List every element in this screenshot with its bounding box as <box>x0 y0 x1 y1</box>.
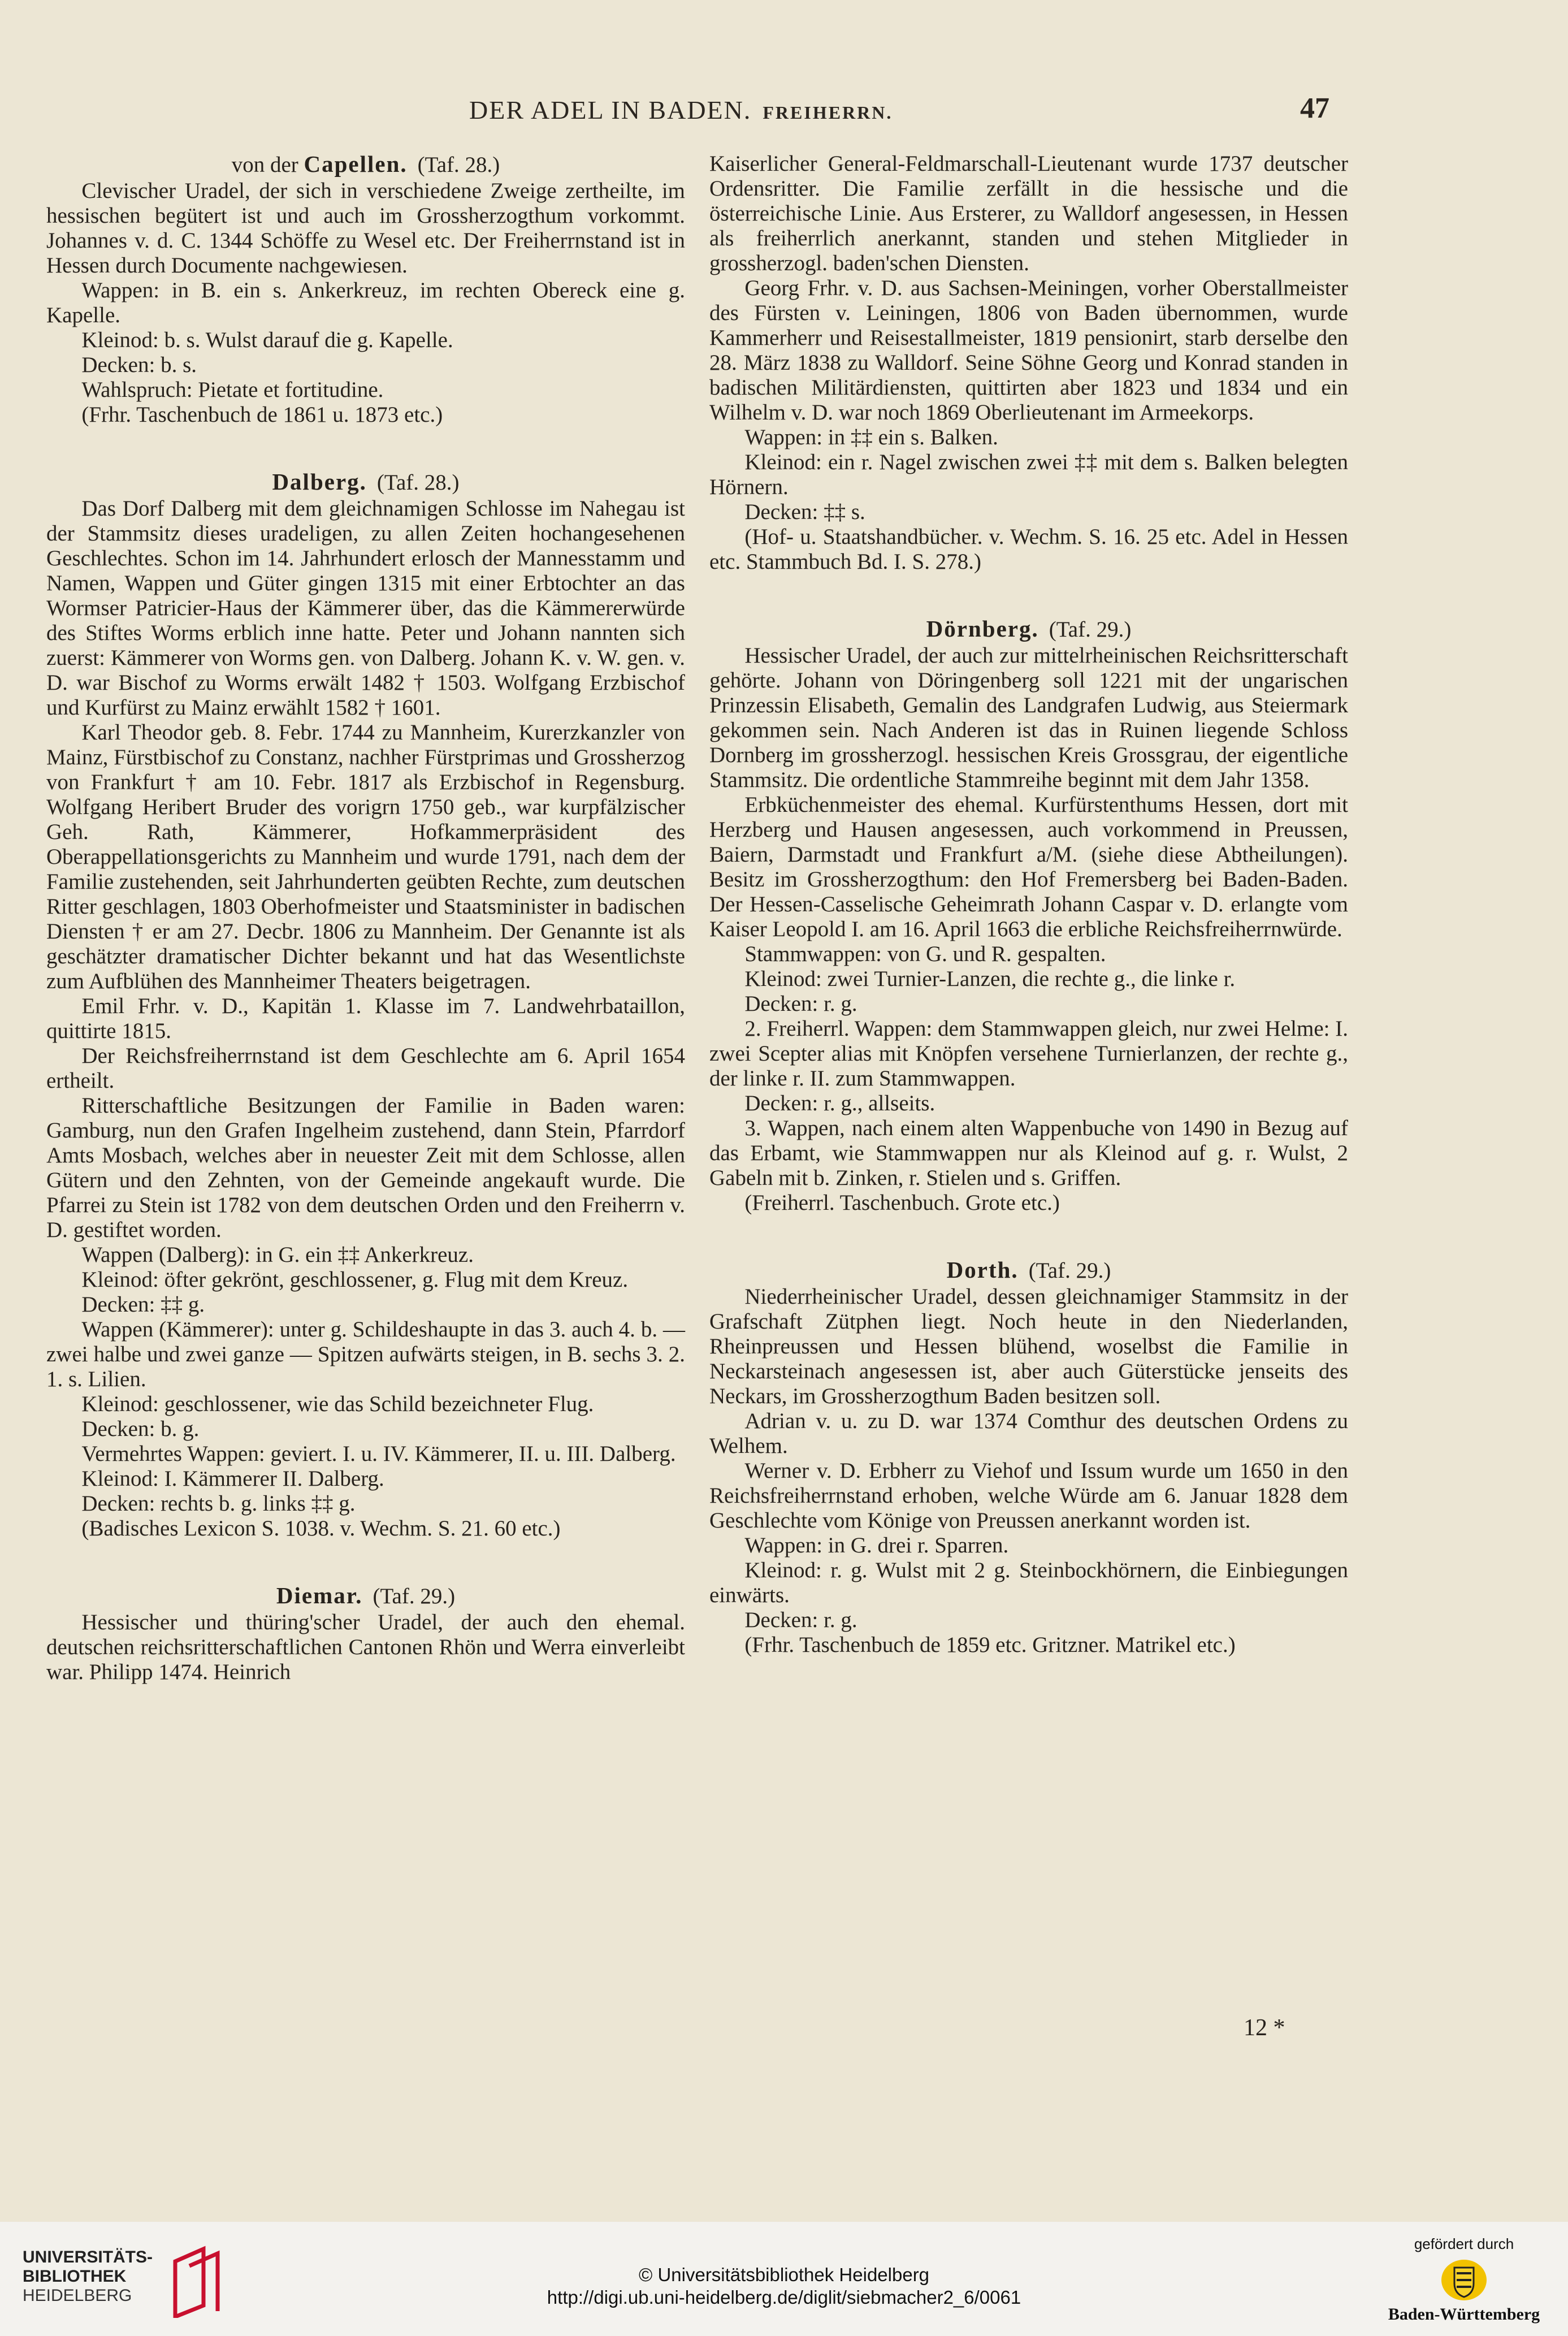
heraldic-line: (Frhr. Taschenbuch de 1861 u. 1873 etc.) <box>81 403 443 427</box>
paragraph: Hessischer und thüring'scher Uradel, der auch den ehemal. deutschen reichsritterschaftlichen Cantonen Rhön und Werra einverleibt war. Philipp 1474. Heinrich <box>46 1610 685 1684</box>
paragraph: Adrian v. u. zu D. war 1374 Comthur des deutschen Ordens zu Welhem. <box>709 1409 1348 1458</box>
library-line-3: HEIDELBERG <box>23 2286 132 2305</box>
paragraph: (Hof- u. Staatshandbücher. v. Wechm. S. 16. 25 etc. Adel in Hessen etc. Stammbuch Bd. I. S. 278.) <box>709 525 1348 574</box>
plate-reference: (Taf. 29.) <box>372 1584 456 1608</box>
heraldic-line: Decken: rechts b. g. links ‡‡ g. <box>81 1491 356 1516</box>
heraldic-line: Wappen: in G. drei r. Sparren. <box>744 1533 1009 1558</box>
heraldic-line: Wappen: in ‡‡ ein s. Balken. <box>744 425 998 449</box>
paragraph: Der Reichsfreiherrnstand ist dem Geschlechte am 6. April 1654 ertheilt. <box>46 1044 685 1093</box>
library-line-2: BIBLIOTHEK <box>23 2267 127 2286</box>
signature-mark: 12 * <box>1244 2015 1285 2041</box>
entry-heading <box>709 1257 1348 1283</box>
paragraph: Karl Theodor geb. 8. Febr. 1744 zu Mannheim, Kurerzkanzler von Mainz, Fürstbischof zu Constanz, nachher Fürstprimas und Grossherzog von Frankfurt † am 10. Febr. 1817 als Erzbischof in Regensburg. Wolfgang Heribert Bruder des vorigrn 1750 geb., war kurpfälzischer Geh. Rath, Kämmerer, Hofkammerpräsident des Oberappellationsgerichts zu Mannheim und wurde 1791, nach dem der Familie zustehenden, seit Jahrhunderten geübten Rechte, zum deutschen Ritter geschlagen, 1803 Oberhofmeister und Staatsminister in badischen Diensten † er am 27. Decbr. 1806 zu Mannheim. Der Genannte ist als geschätzter dramatischer Dichter bekannt und hat das Wesentlichste zum Aufblühen des Mannheimer Theaters beigetragen. <box>46 720 685 993</box>
paragraph: Wappen (Kämmerer): unter g. Schildeshaupte in das 3. auch 4. b. — zwei halbe und zwei ganze — Spitzen aufwärts steigen, in B. sechs 3. 2. 1. s. Lilien. <box>46 1317 685 1391</box>
entry-name: Dörnberg. <box>926 616 1039 642</box>
header-title: DER ADEL IN BADEN. <box>469 96 752 124</box>
heraldic-line: Kleinod: I. Kämmerer II. Dalberg. <box>81 1467 384 1491</box>
paragraph: Georg Frhr. v. D. aus Sachsen-Meiningen, vorher Oberstallmeister des Fürsten v. Leiningen, 1806 von Baden übernommen, wurde Kammerherr und Reisestallmeister, 1819 pensionirt, starb derselbe den 28. März 1838 zu Walldorf. Seine Söhne Georg und Konrad standen in badischen Militärdiensten, quittirten aber 1823 und 1834 und ein Wilhelm v. D. war noch 1869 Oberlieutenant im Armeekorps. <box>709 276 1348 425</box>
heraldic-line: Stammwappen: von G. und R. gespalten. <box>744 942 1106 966</box>
paragraph: Ritterschaftliche Besitzungen der Familie in Baden waren: Gamburg, nun den Grafen Ingelheim zustehend, dann Stein, Pfarrdorf Amts Mosbach, welches aber in neuester Zeit mit dem Schlosse, allen Gütern und den Zehnten, von der Gemeinde angekauft wurde. Die Pfarrei zu Stein ist 1782 von dem deutschen Orden und den Freiherrn v. D. gestiftet worden. <box>46 1093 685 1242</box>
paragraph: (Badisches Lexicon S. 1038. v. Wechm. S. 21. 60 etc.) <box>81 1516 561 1541</box>
plate-reference: (Taf. 28.) <box>417 153 500 177</box>
heraldic-line: Decken: ‡‡ s. <box>744 500 865 524</box>
paragraph: Emil Frhr. v. D., Kapitän 1. Klasse im 7. Landwehrbataillon, quittirte 1815. <box>46 994 685 1043</box>
funder-block <box>1379 2235 1549 2324</box>
paragraph: (Frhr. Taschenbuch de 1859 etc. Gritzner. Matrikel etc.) <box>744 1633 1236 1657</box>
plate-reference: (Taf. 29.) <box>1028 1258 1111 1283</box>
entry-name: Dalberg. <box>272 469 367 495</box>
heraldic-line: (Freiherrl. Taschenbuch. Grote etc.) <box>744 1191 1060 1215</box>
paragraph: Kaiserlicher General-Feldmarschall-Lieutenant wurde 1737 deutscher Ordensritter. Die Familie zerfällt in die hessische und die österreichische Linie. Aus Ersterer, zu Walldorf angesessen, in Hessen als freiherrlich anerkannt, standen und stehen Mitglieder in grossherzogl. baden'schen Diensten. <box>709 152 1348 275</box>
heraldic-line: Wappen (Dalberg): in G. ein ‡‡ Ankerkreuz. <box>81 1243 474 1267</box>
header-subtitle: FREIHERRN. <box>763 102 893 123</box>
entry-name: Capellen. <box>304 151 408 177</box>
page-number: 47 <box>1300 92 1329 124</box>
heraldic-line: Kleinod: b. s. Wulst darauf die g. Kapelle. <box>81 328 453 352</box>
funder-name: Baden-Württemberg <box>1388 2305 1540 2324</box>
footer-bar <box>0 2222 1568 2336</box>
funder-label: gefördert durch <box>1414 2235 1514 2252</box>
heraldic-line: Decken: r. g., allseits. <box>744 1091 935 1115</box>
running-title <box>469 95 893 125</box>
paragraph: Wappen: in B. ein s. Ankerkreuz, im rechten Obereck eine g. Kapelle. <box>46 278 685 327</box>
entry-name: Diemar. <box>276 1582 363 1608</box>
entry-heading <box>46 469 685 495</box>
plate-reference: (Taf. 28.) <box>376 470 460 495</box>
entry-prefix: von der <box>231 153 304 177</box>
entry-heading <box>46 152 685 178</box>
paragraph: Kleinod: zwei Turnier-Lanzen, die rechte g., die linke r. <box>744 967 1236 991</box>
paragraph: 2. Freiherrl. Wappen: dem Stammwappen gleich, nur zwei Helme: I. zwei Scepter alias mit Knöpfen versehene Turnierlanzen, der rechte g., der linke r. II. zum Stammwappen. <box>709 1016 1348 1091</box>
heraldic-line: Wahlspruch: Pietate et fortitudine. <box>81 378 384 402</box>
paragraph: Kleinod: r. g. Wulst mit 2 g. Steinbockhörnern, die Einbiegungen einwärts. <box>709 1558 1348 1607</box>
entry-heading <box>46 1583 685 1609</box>
running-header <box>0 84 1568 135</box>
paragraph: Hessischer Uradel, der auch zur mittelrheinischen Reichsritterschaft gehörte. Johann von Döringenberg soll 1221 mit der ungarischen Prinzessin Elisabeth, Gemalin des Landgrafen Ludwig, aus Steiermark gekommen sein. Nach Anderen ist das in Ruinen liegende Schloss Dornberg im grossherzogl. hessischen Kreis Grossgrau, der eigentliche Stammsitz. Die ordentliche Stammreihe beginnt mit dem Jahr 1358. <box>709 643 1348 792</box>
paragraph: 3. Wappen, nach einem alten Wappenbuche von 1490 in Bezug auf das Erbamt, wie Stammwappen nur als Kleinod auf g. r. Wulst, 2 Gabeln mit b. Zinken, r. Stielen und s. Griffen. <box>709 1116 1348 1190</box>
heraldic-line: Decken: r. g. <box>744 992 857 1016</box>
entry-heading <box>709 616 1348 642</box>
permalink-url[interactable]: http://digi.ub.uni-heidelberg.de/diglit/siebmacher2_6/0061 <box>547 2287 1021 2308</box>
left-column <box>46 152 685 1685</box>
paragraph: Das Dorf Dalberg mit dem gleichnamigen Schlosse im Nahegau ist der Stammsitz dieses uradeligen, zu allen Zeiten hochangesehenen Geschlechtes. Schon im 14. Jahrhundert erlosch der Mannesstamm und Namen, Wappen und Güter gingen 1315 mit einer Erbtochter an das Wormser Patricier-Haus der Kämmerer über, das die Kämmererwürde des Stiftes Worms erblich inne hatte. Peter und Johann nannten sich zuerst: Kämmerer von Worms gen. von Dalberg. Johann K. v. W. gen. v. D. war Bischof zu Worms erwält 1482 † 1503. Wolfgang Erzbischof und Kurfürst zu Mainz erwählt 1582 † 1601. <box>46 496 685 720</box>
copyright-text: © Universitätsbibliothek Heidelberg <box>638 2264 930 2285</box>
paragraph: Erbküchenmeister des ehemal. Kurfürstenthums Hessen, dort mit Herzberg und Hausen angesessen, auch vorkommend in Preussen, Baiern, Darmstadt und Frankfurt a/M. (siehe diese Abtheilungen). Besitz im Grossherzogthum: den Hof Fremersberg bei Baden-Baden. Der Hessen-Casselische Geheimrath Johann Caspar v. D. erlangte vom Kaiser Leopold I. am 16. April 1663 die erbliche Reichsfreiherrnwürde. <box>709 793 1348 941</box>
heraldic-line: Decken: ‡‡ g. <box>81 1292 205 1317</box>
library-line-1: UNIVERSITÄTS- <box>23 2248 153 2266</box>
heraldic-line: Decken: b. g. <box>81 1417 200 1441</box>
heraldic-line: Decken: b. s. <box>81 353 197 377</box>
paragraph: Vermehrtes Wappen: geviert. I. u. IV. Kämmerer, II. u. III. Dalberg. <box>81 1442 676 1466</box>
paragraph: Clevischer Uradel, der sich in verschiedene Zweige zertheilte, im hessischen begütert ist und auch im Grossherzogthum vorkommt. Johannes v. d. C. 1344 Schöffe zu Wesel etc. Der Freiherrnstand ist in Hessen durch Documente nachgewiesen. <box>46 179 685 278</box>
plate-reference: (Taf. 29.) <box>1049 617 1132 642</box>
state-coat-of-arms-icon <box>1439 2257 1489 2303</box>
paragraph: Kleinod: geschlossener, wie das Schild bezeichneter Flug. <box>81 1392 594 1416</box>
entry-name: Dorth. <box>946 1257 1019 1283</box>
copyright-block <box>0 2264 1568 2309</box>
heraldic-line: Decken: r. g. <box>744 1608 857 1632</box>
paragraph: Niederrheinischer Uradel, dessen gleichnamiger Stammsitz in der Grafschaft Zütphen liegt. Noch heute in den Niederlanden, Rheinpreussen und Hessen blühend, woselbst die Familie in Neckarsteinach angesessen ist, aber auch Güterstücke jenseits des Neckars, im Grossherzogthum Baden besitzen soll. <box>709 1284 1348 1408</box>
paragraph: Kleinod: ein r. Nagel zwischen zwei ‡‡ mit dem s. Balken belegten Hörnern. <box>709 450 1348 499</box>
right-column <box>709 152 1348 1658</box>
paragraph: Kleinod: öfter gekrönt, geschlossener, g. Flug mit dem Kreuz. <box>81 1268 629 1292</box>
paragraph: Werner v. D. Erbherr zu Viehof und Issum wurde um 1650 in den Reichsfreiherrnstand erhoben, welche Würde am 6. Januar 1828 dem Geschlechte vom Könige von Preussen anerkannt worden ist. <box>709 1459 1348 1533</box>
